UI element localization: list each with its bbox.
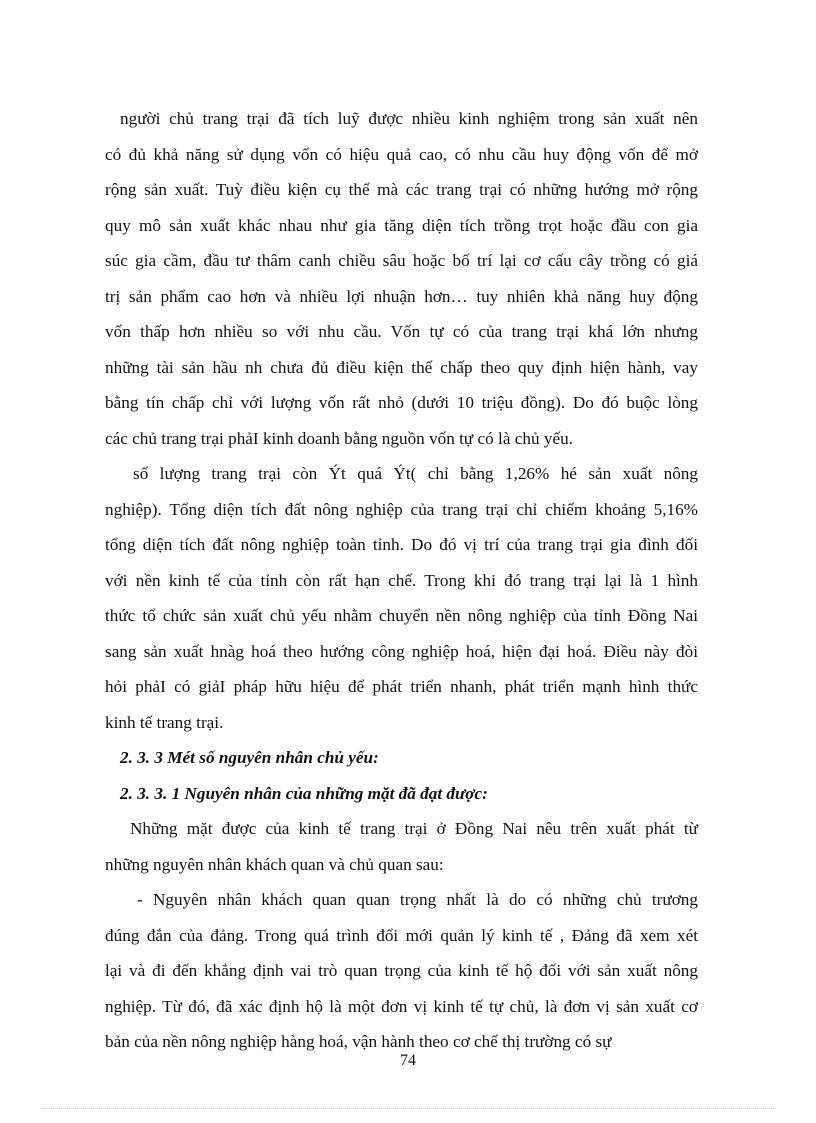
text-line: vốn thấp hơn nhiều so với nhu cầu. Vốn tự có của trang trại khá lớn nhưng <box>105 322 698 341</box>
paragraph-farm-count <box>105 456 698 740</box>
page-number: 74 <box>400 1052 416 1069</box>
text-line: súc gia cầm, đầu tư thâm canh chiều sâu hoặc bố trí lại cơ cấu cây trồng có giá <box>105 251 698 270</box>
paragraph-achievement-causes <box>105 811 698 882</box>
text-line: Những mặt được của kinh tế trang trại ở Đồng Nai nêu trên xuất phát từ <box>130 819 698 838</box>
footer-dotted-rule <box>40 1108 776 1109</box>
text-line: những tài sản hầu nh chưa đủ điều kiện thế chấp theo quy định hiện hành, vay <box>105 357 698 377</box>
text-line: thức tổ chức sản xuất chủ yếu nhằm chuyển nền nông nghiệp của tỉnh Đồng Nai <box>105 606 698 625</box>
text-line: bản của nền nông nghiệp hàng hoá, vận hành theo cơ chế thị trường có sự <box>105 1032 612 1051</box>
text-line: quy mô sản xuất khác nhau như gia tăng diện tích trồng trọt hoặc đầu con gia <box>105 215 698 235</box>
text-line: các chủ trang trại phảI kinh doanh bằng nguồn vốn tự có là chủ yếu. <box>105 428 573 448</box>
text-line: lại và đi đến khẳng định vai trò quan trọng của kinh tế hộ đối với sản xuất nông <box>105 961 698 980</box>
page-content <box>105 101 698 1060</box>
text-line: nghiệp. Từ đó, đã xác định hộ là một đơn vị kinh tế tự chủ, là đơn vị sản xuất cơ <box>105 996 698 1016</box>
text-line: bằng tín chấp chỉ với lượng vốn rất nhỏ (dưới 10 triệu đồng). Do đó buộc lòng <box>105 393 698 412</box>
text-line: có đủ khả năng sử dụng vốn có hiệu quả cao, có nhu cầu huy động vốn để mở <box>105 144 698 164</box>
section-heading-causes: 2. 3. 3 Mét số nguyên nhân chủ yếu: <box>120 748 379 767</box>
text-line: với nền kinh tế của tỉnh còn rất hạn chế. Trong khi đó trang trại lại là 1 hình <box>105 570 698 590</box>
text-line: kinh tế trang trại. <box>105 712 224 732</box>
text-line: sang sản xuất hnàg hoá theo hướng công nghiệp hoá, hiện đại hoá. Điều này đòi <box>105 641 698 661</box>
text-line: người chủ trang trại đã tích luỹ được nhiều kinh nghiệm trong sản xuất nên <box>120 109 698 128</box>
text-line: trị sản phẩm cao hơn và nhiều lợi nhuận hơn… tuy nhiên khả năng huy động <box>105 286 698 306</box>
text-line: rộng sản xuất. Tuỳ điều kiện cụ thể mà các trang trại có những hướng mở rộng <box>105 180 698 199</box>
paragraph-capital-accumulation <box>105 101 698 456</box>
text-line: đúng đắn của đảng. Trong quá trình đổi mới quản lý kinh tế , Đảng đã xem xét <box>105 925 698 945</box>
text-line: - Nguyên nhân khách quan quan trọng nhất là do có những chủ trương <box>137 890 698 909</box>
text-line: những nguyên nhân khách quan và chủ quan sau: <box>105 854 444 874</box>
text-line: số lượng trang trại còn Ýt quá Ýt( chỉ bằng 1,26% hé sản xuất nông <box>133 464 698 483</box>
text-line: tổng diện tích đất nông nghiệp toàn tỉnh. Do đó vị trí của trang trại gia đình đối <box>105 535 698 554</box>
subsection-heading-achievements: 2. 3. 3. 1 Nguyên nhân của những mặt đã đạt được: <box>120 783 488 803</box>
paragraph-objective-causes <box>105 882 698 1060</box>
text-line: nghiệp). Tổng diện tích đất nông nghiệp của trang trại chỉ chiếm khoảng 5,16% <box>105 499 698 519</box>
text-line: hỏi phảI có giảI pháp hữu hiệu để phát triển nhanh, phát triển mạnh hình thức <box>105 677 698 696</box>
